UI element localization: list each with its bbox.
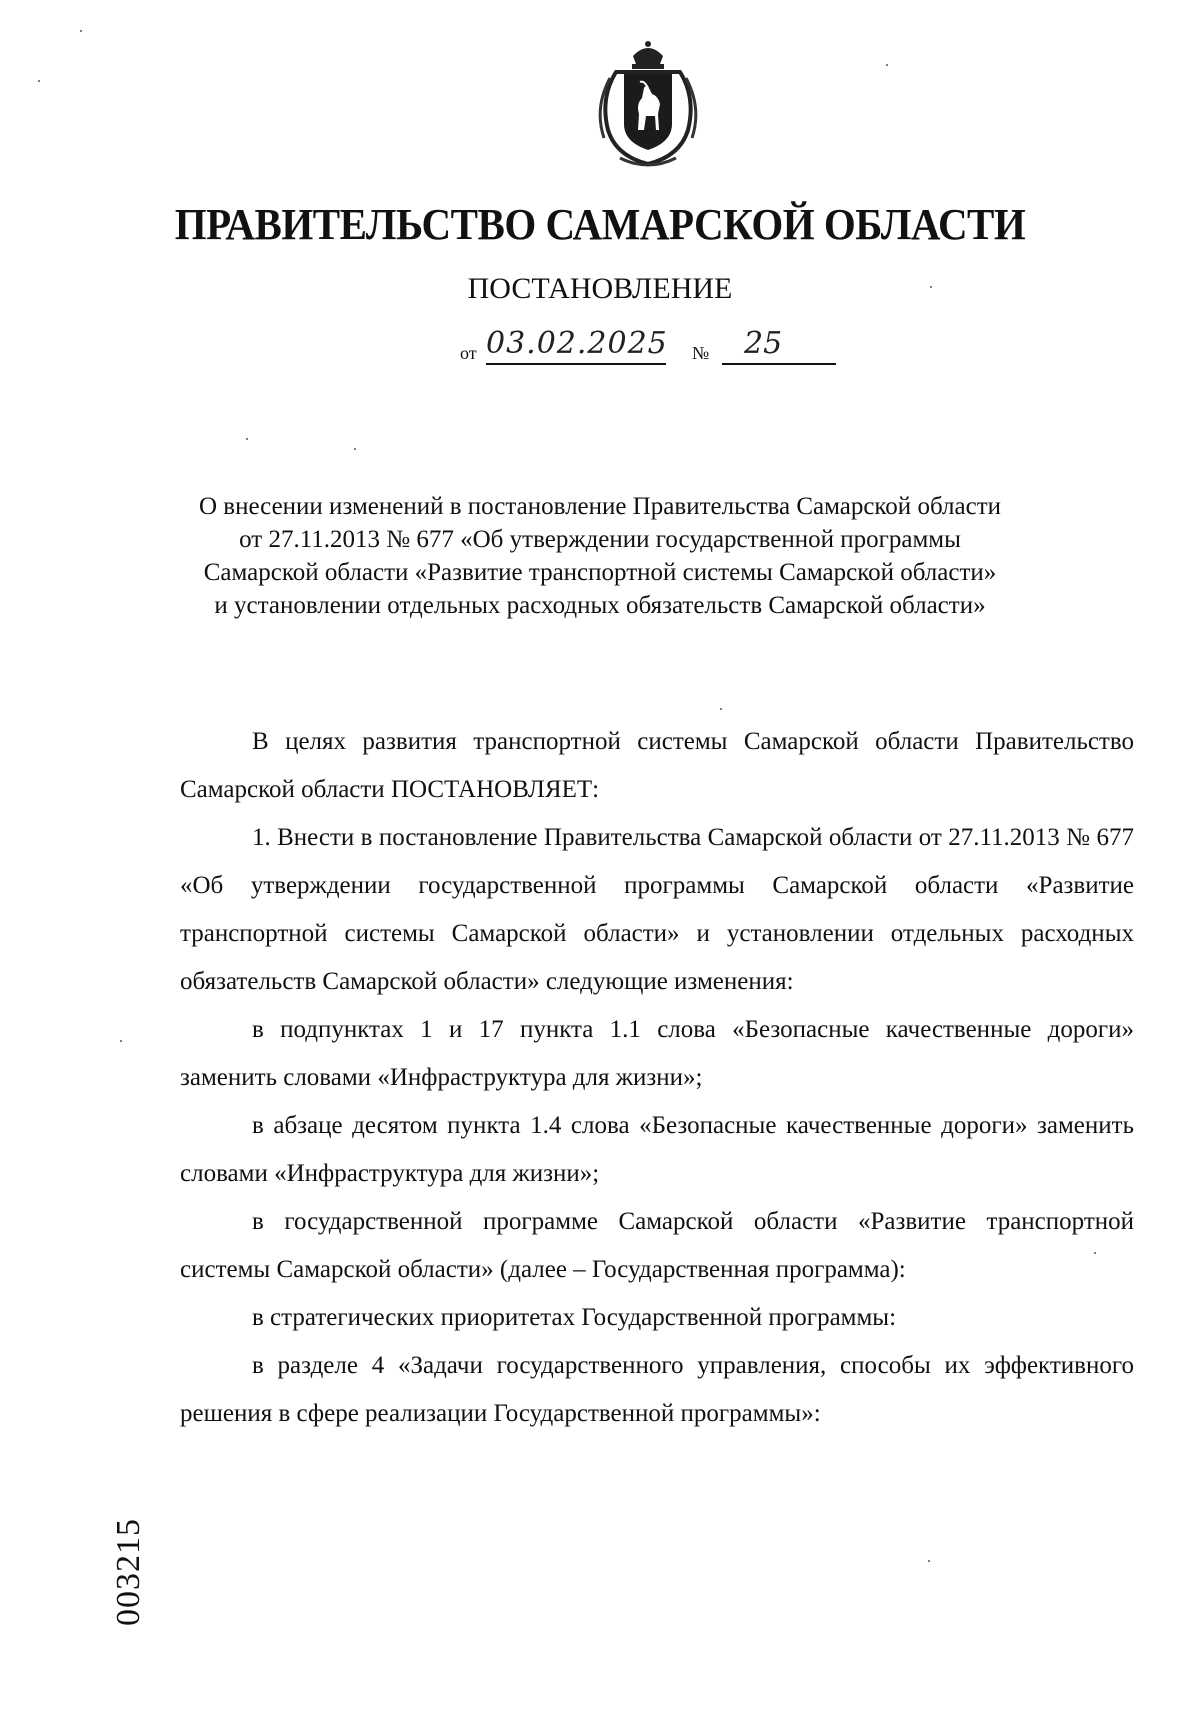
side-number-text: 003215 (110, 1518, 147, 1626)
body-paragraph: в стратегических приоритетах Государственной программы: (252, 1304, 897, 1331)
body-paragraph: в абзаце десятом пункта 1.4 слова «Безопасные качественные дороги» заменить словами «Инфраструктура для жизни»; (180, 1112, 1134, 1187)
government-title: ПРАВИТЕЛЬСТВО САМАРСКОЙ ОБЛАСТИ (174, 199, 1026, 249)
scan-speck (354, 448, 356, 450)
document-number: 25 (722, 325, 836, 365)
subject-line: Самарской области «Развитие транспортной системы Самарской области» (203, 559, 997, 586)
scan-speck (886, 64, 888, 66)
scan-speck (928, 1560, 930, 1562)
document-subject (150, 490, 1050, 622)
number-prefix: № (692, 343, 710, 363)
scan-speck (80, 30, 82, 32)
subject-line: и установлении отдельных расходных обязательств Самарской области» (214, 592, 986, 619)
body-paragraph: 1. Внести в постановление Правительства Самарской области от 27.11.2013 № 677 «Об утверждении государственной программы Самарской области «Развитие транспортной системы Самарской области» и установлении отдельных расходных обязательств Самарской области» следующие изменения: (180, 824, 1134, 995)
subject-line: О внесении изменений в постановление Правительства Самарской области (198, 493, 1002, 520)
body-paragraph: в разделе 4 «Задачи государственного управления, способы их эффективного решения в сфере реализации Государственной программы»: (180, 1352, 1134, 1427)
scan-speck (38, 80, 40, 82)
document-body (180, 718, 1134, 1438)
date-number-line (460, 325, 860, 369)
body-paragraph: в государственной программе Самарской области «Развитие транспортной системы Самарской области» (далее – Государственная программа): (180, 1208, 1134, 1283)
body-paragraph: в подпунктах 1 и 17 пункта 1.1 слова «Безопасные качественные дороги» заменить словами «Инфраструктура для жизни»; (180, 1016, 1134, 1091)
scan-speck (246, 438, 248, 440)
coat-of-arms-icon (586, 38, 710, 168)
body-paragraph: В целях развития транспортной системы Самарской области Правительство Самарской области ПОСТАНОВЛЯЕТ: (180, 728, 1134, 803)
document-date: 03.02.2025 (486, 325, 666, 365)
subject-line: от 27.11.2013 № 677 «Об утверждении государственной программы (239, 526, 961, 553)
date-prefix: от (460, 343, 477, 363)
scan-speck (1094, 1252, 1096, 1254)
scan-speck (930, 286, 932, 288)
scan-speck (120, 1040, 122, 1042)
document-type: ПОСТАНОВЛЕНИЕ (467, 272, 733, 305)
scan-speck (720, 708, 722, 710)
side-registration-number (94, 1518, 164, 1626)
